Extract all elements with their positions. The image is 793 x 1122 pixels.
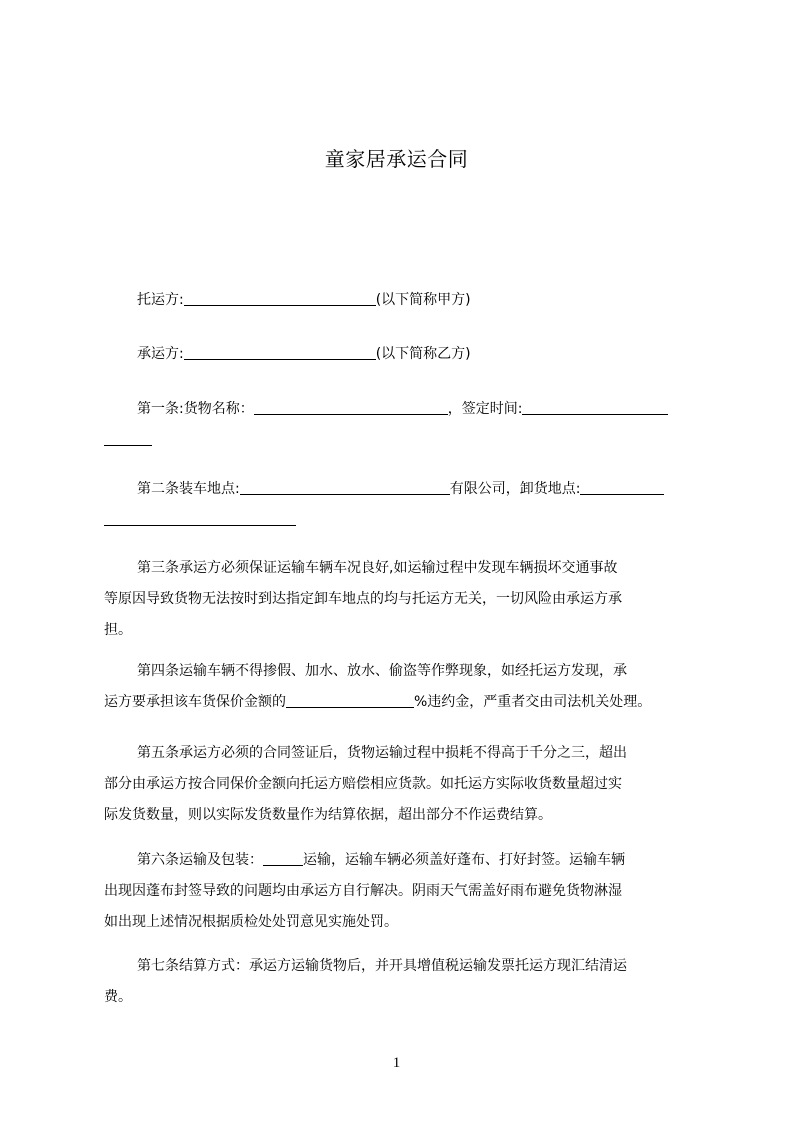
clause-5-line: 际发货数量，则以实际发货数量作为结算依据，超出部分不作运费结算。 — [104, 807, 552, 823]
unloading-place-blank-continued[interactable] — [104, 509, 296, 526]
clause-5-line: 第五条承运方必须的合同签证后，货物运输过程中损耗不得高于千分之三，超出 — [137, 745, 627, 761]
clause-6-line1-post: 运输，运输车辆必须盖好蓬布、打好封签。运输车辆 — [303, 852, 625, 868]
clause-1-middle: ，签定时间: — [447, 401, 523, 417]
clause-3-line: 担。 — [104, 622, 132, 638]
clause-2-label: 第二条装车地点: — [137, 481, 240, 497]
clause-7-line: 第七条结算方式：承运方运输货物后，并开具增值税运输发票托运方现汇结清运 — [137, 958, 627, 974]
clause-2 — [104, 474, 701, 536]
unloading-place-blank[interactable] — [580, 478, 664, 495]
carrier-label: 承运方: — [137, 346, 184, 362]
clause-5-line: 部分由承运方按合同保价金额向托运方赔偿相应货款。如托运方实际收货数量超过实 — [104, 776, 622, 792]
clause-6-line: 出现因蓬布封签导致的问题均由承运方自行解决。阴雨天气需盖好雨布避免货物淋湿 — [104, 883, 622, 899]
transport-mode-blank[interactable] — [263, 849, 303, 866]
shipper-blank[interactable] — [184, 289, 376, 306]
document-title: 童家居承运合同 — [324, 147, 469, 171]
sign-date-blank-continued[interactable] — [104, 429, 152, 446]
shipper-label: 托运方: — [137, 292, 184, 308]
goods-name-blank[interactable] — [254, 398, 448, 415]
clause-6 — [104, 845, 701, 938]
page-number: 1 — [392, 1055, 401, 1071]
clause-4-line2-post: %违约金，严重者交由司法机关处理。 — [414, 694, 652, 710]
clause-2-middle: 有限公司，卸货地点: — [449, 481, 581, 497]
clause-6-line1-pre: 第六条运输及包装： — [137, 852, 263, 868]
clause-3-line: 第三条承运方必须保证运输车辆车况良好,如运输过程中发现车辆损坏交通事故 — [137, 560, 618, 576]
clause-1 — [104, 394, 701, 456]
shipper-field — [104, 285, 701, 316]
clause-7-line: 费。 — [104, 989, 132, 1005]
clause-6-line: 如出现上述情况根据质检处处罚意见实施处罚。 — [104, 914, 398, 930]
clause-4 — [104, 656, 701, 718]
shipper-suffix: (以下简称甲方) — [375, 292, 471, 308]
loading-place-blank[interactable] — [240, 478, 450, 495]
penalty-percent-blank[interactable] — [286, 691, 414, 708]
sign-date-blank[interactable] — [522, 398, 668, 415]
carrier-blank[interactable] — [184, 343, 376, 360]
clause-4-line2-pre: 运方要承担该车货保价金额的 — [104, 694, 286, 710]
carrier-suffix: (以下简称乙方) — [375, 346, 471, 362]
carrier-field — [104, 339, 701, 370]
clause-3-line: 等原因导致货物无法按时到达指定卸车地点的均与托运方无关，一切风险由承运方承 — [104, 591, 622, 607]
clause-7 — [104, 951, 701, 1013]
clause-5 — [104, 738, 701, 831]
clause-1-label: 第一条:货物名称： — [137, 401, 254, 417]
clause-3 — [104, 553, 701, 646]
clause-4-line: 第四条运输车辆不得掺假、加水、放水、偷盗等作弊现象，如经托运方发现，承 — [137, 663, 627, 679]
